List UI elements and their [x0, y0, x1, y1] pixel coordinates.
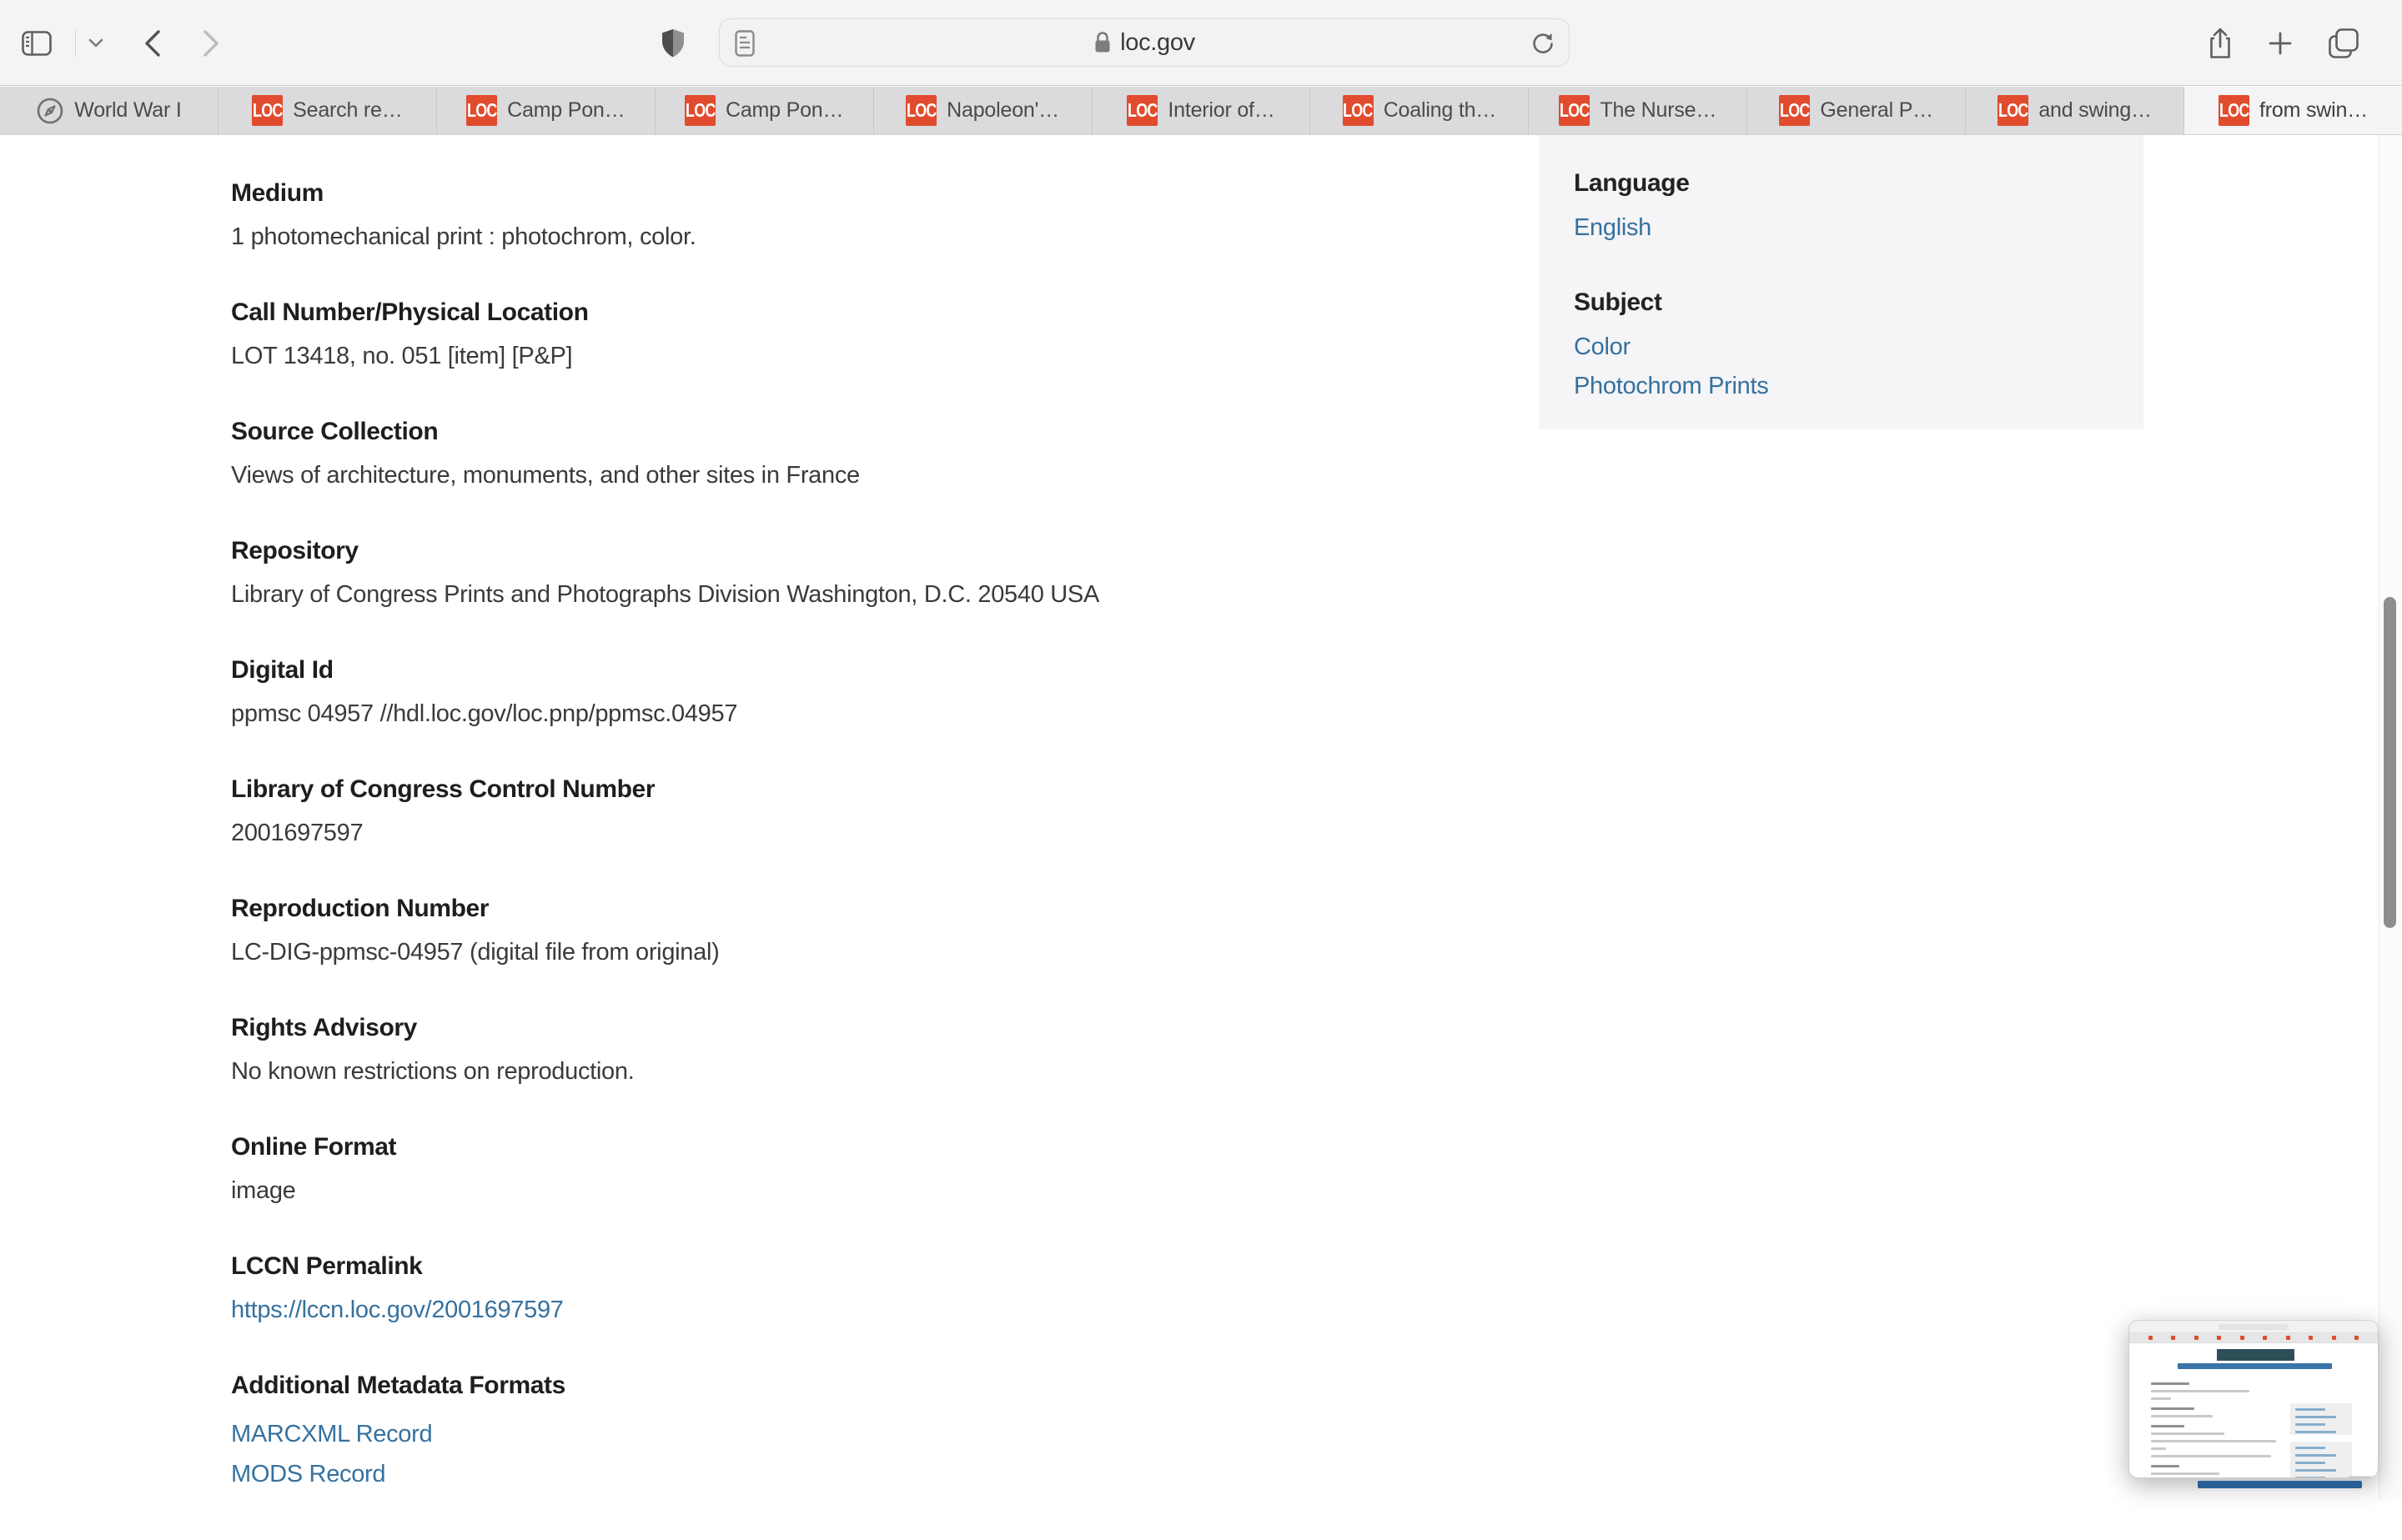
metadata-field — [231, 1013, 1482, 1086]
facet-links — [1574, 208, 2118, 248]
privacy-shield-icon — [661, 28, 686, 58]
field-label: Medium — [231, 179, 324, 207]
facet-heading: Subject — [1574, 288, 1662, 316]
browser-tab-1[interactable] — [219, 87, 437, 134]
mini-tab-strip — [2129, 1333, 2378, 1343]
field-label: Digital Id — [231, 656, 334, 684]
mini-link-line — [2295, 1408, 2325, 1411]
tab-title: and swing… — [2038, 98, 2152, 122]
mini-link-line — [2295, 1477, 2325, 1478]
browser-toolbar — [0, 0, 2402, 86]
browser-tab-3[interactable] — [656, 87, 874, 134]
tab-title: World War I — [74, 98, 182, 122]
loc-logo: LOC — [1343, 95, 1374, 126]
screenshot-thumbnail-footer — [2198, 1481, 2362, 1488]
reader-icon[interactable] — [735, 30, 755, 57]
tab-title: Interior of… — [1168, 98, 1275, 122]
share-icon — [2207, 27, 2234, 60]
metadata-field — [231, 775, 1482, 848]
browser-tab-0[interactable] — [0, 87, 219, 134]
tab-title: Camp Pon… — [507, 98, 626, 122]
mini-enlarge-button — [2178, 1363, 2332, 1369]
facet-link[interactable]: Color — [1574, 334, 1631, 360]
address-bar-text — [1093, 29, 1195, 57]
mini-text-line — [2151, 1440, 2276, 1442]
mini-link-line — [2295, 1423, 2325, 1426]
mini-page-body — [2129, 1343, 2378, 1478]
mini-link-line — [2295, 1416, 2336, 1418]
metadata-field — [231, 894, 1482, 967]
tab-title: General P… — [1820, 98, 1933, 122]
share-button[interactable] — [2200, 0, 2240, 86]
new-tab-button[interactable] — [2262, 0, 2299, 86]
mini-link-line — [2295, 1469, 2336, 1472]
loc-logo: LOC — [1779, 95, 1810, 126]
field-value: LOT 13418, no. 051 [item] [P&P] — [231, 343, 573, 369]
field-label: Reproduction Number — [231, 895, 490, 922]
mini-text-line — [2151, 1407, 2194, 1410]
field-link[interactable]: https://lccn.loc.gov/2001697597 — [231, 1297, 564, 1323]
scrollbar-thumb[interactable] — [2384, 597, 2396, 928]
screenshot-thumbnail-card[interactable] — [2128, 1320, 2379, 1478]
mini-text-line — [2151, 1472, 2219, 1475]
field-value: Views of architecture, monuments, and other sites in France — [231, 462, 860, 489]
url-host: loc.gov — [1120, 28, 1195, 56]
field-links — [231, 1295, 1482, 1325]
metadata-field — [231, 1252, 1482, 1325]
tab-title: Search re… — [293, 98, 403, 122]
metadata-field — [231, 178, 1482, 252]
privacy-report-button[interactable] — [655, 0, 691, 86]
browser-tab-7[interactable] — [1529, 87, 1747, 134]
field-value: image — [231, 1177, 296, 1204]
screenshot-thumbnail[interactable] — [2128, 1320, 2402, 1501]
field-value: Library of Congress Prints and Photographs Division Washington, D.C. 20540 USA — [231, 581, 1100, 608]
loc-logo: LOC — [2219, 95, 2249, 126]
forward-button[interactable] — [192, 0, 230, 86]
loc-logo: LOC — [466, 95, 497, 126]
field-value: 2001697597 — [231, 820, 364, 846]
chevron-down-icon — [88, 38, 103, 48]
loc-logo: LOC — [685, 95, 716, 126]
facet-links — [1574, 328, 2118, 406]
mini-nested-thumbnail — [2349, 1477, 2374, 1478]
field-label: Call Number/Physical Location — [231, 298, 589, 326]
field-label: LCCN Permalink — [231, 1252, 423, 1280]
metadata-field — [231, 536, 1482, 609]
mini-text-line — [2151, 1425, 2184, 1427]
field-label: Online Format — [231, 1133, 397, 1161]
facet-link[interactable]: Photochrom Prints — [1574, 373, 1769, 399]
tab-strip — [0, 87, 2402, 135]
browser-tab-8[interactable] — [1747, 87, 1966, 134]
facet-group — [1574, 288, 2118, 406]
field-value: 1 photomechanical print : photochrom, color. — [231, 223, 696, 250]
tab-title: Coaling th… — [1383, 98, 1497, 122]
sidebar-dropdown-button[interactable] — [82, 0, 110, 86]
field-label: Rights Advisory — [231, 1014, 417, 1041]
mini-text-line — [2151, 1447, 2166, 1450]
browser-tab-4[interactable] — [874, 87, 1093, 134]
sidebar-icon — [22, 31, 52, 56]
facet-group — [1574, 168, 2118, 248]
forward-icon — [202, 29, 220, 58]
browser-tab-10-active[interactable] — [2184, 87, 2402, 134]
browser-tab-5[interactable] — [1093, 87, 1311, 134]
new-tab-icon — [2268, 31, 2293, 56]
sidebar-toggle-button[interactable] — [18, 0, 55, 86]
field-link[interactable]: MARCXML Record — [231, 1421, 433, 1447]
mini-item-image — [2217, 1349, 2294, 1361]
browser-tab-6[interactable] — [1310, 87, 1529, 134]
tab-overview-button[interactable] — [2324, 0, 2364, 86]
mini-browser-chrome — [2129, 1321, 2378, 1333]
loc-logo: LOC — [906, 95, 937, 126]
mini-sidebar-box — [2290, 1442, 2352, 1478]
mini-text-line — [2151, 1432, 2224, 1435]
field-value: ppmsc 04957 //hdl.loc.gov/loc.pnp/ppmsc.04957 — [231, 700, 738, 727]
tab-title: Napoleon'… — [947, 98, 1059, 122]
field-label: Source Collection — [231, 418, 439, 445]
loc-logo: LOC — [252, 95, 283, 126]
field-links — [231, 1414, 1482, 1494]
loc-logo: LOC — [1997, 95, 2028, 126]
field-value: No known restrictions on reproduction. — [231, 1058, 635, 1085]
mini-link-line — [2295, 1454, 2336, 1457]
metadata-field — [231, 1132, 1482, 1206]
mini-sidebar-box — [2290, 1403, 2352, 1435]
field-label: Library of Congress Control Number — [231, 775, 656, 803]
mini-text-line — [2151, 1382, 2189, 1385]
field-label: Repository — [231, 537, 359, 564]
mini-text-line — [2151, 1390, 2249, 1392]
back-icon — [143, 29, 162, 58]
item-metadata — [231, 135, 1482, 1540]
facet-link[interactable]: English — [1574, 214, 1652, 241]
facet-heading: Language — [1574, 169, 1690, 197]
metadata-field — [231, 1371, 1482, 1494]
mini-text-line — [2151, 1465, 2179, 1467]
mini-link-line — [2295, 1462, 2325, 1464]
tab-overview-icon — [2328, 28, 2359, 59]
compass-icon — [36, 97, 64, 125]
mini-text-line — [2151, 1415, 2213, 1417]
mini-url-pill — [2219, 1324, 2289, 1330]
mini-text-line — [2151, 1455, 2271, 1457]
loc-logo: LOC — [1559, 95, 1590, 126]
field-label: Additional Metadata Formats — [231, 1372, 565, 1399]
tab-title: from swin… — [2259, 98, 2368, 122]
mini-text-line — [2151, 1397, 2171, 1400]
loc-logo: LOC — [1127, 95, 1158, 126]
facet-side-panel — [1539, 135, 2143, 429]
metadata-field — [231, 417, 1482, 490]
address-bar[interactable] — [719, 18, 1570, 67]
mini-link-line — [2295, 1447, 2325, 1449]
mini-link-line — [2295, 1431, 2336, 1433]
reload-icon[interactable] — [1530, 30, 1555, 57]
metadata-field — [231, 655, 1482, 729]
field-link[interactable]: MODS Record — [231, 1461, 386, 1487]
browser-tab-2[interactable] — [437, 87, 656, 134]
tab-title: Camp Pon… — [726, 98, 844, 122]
metadata-field — [231, 298, 1482, 371]
browser-tab-9[interactable] — [1966, 87, 2184, 134]
toolbar-divider — [75, 30, 76, 57]
mini-text-column — [2151, 1375, 2284, 1478]
tab-title: The Nurse… — [1600, 98, 1717, 122]
back-button[interactable] — [133, 0, 172, 86]
lock-icon — [1093, 31, 1112, 54]
field-value: LC-DIG-ppmsc-04957 (digital file from original) — [231, 939, 720, 966]
